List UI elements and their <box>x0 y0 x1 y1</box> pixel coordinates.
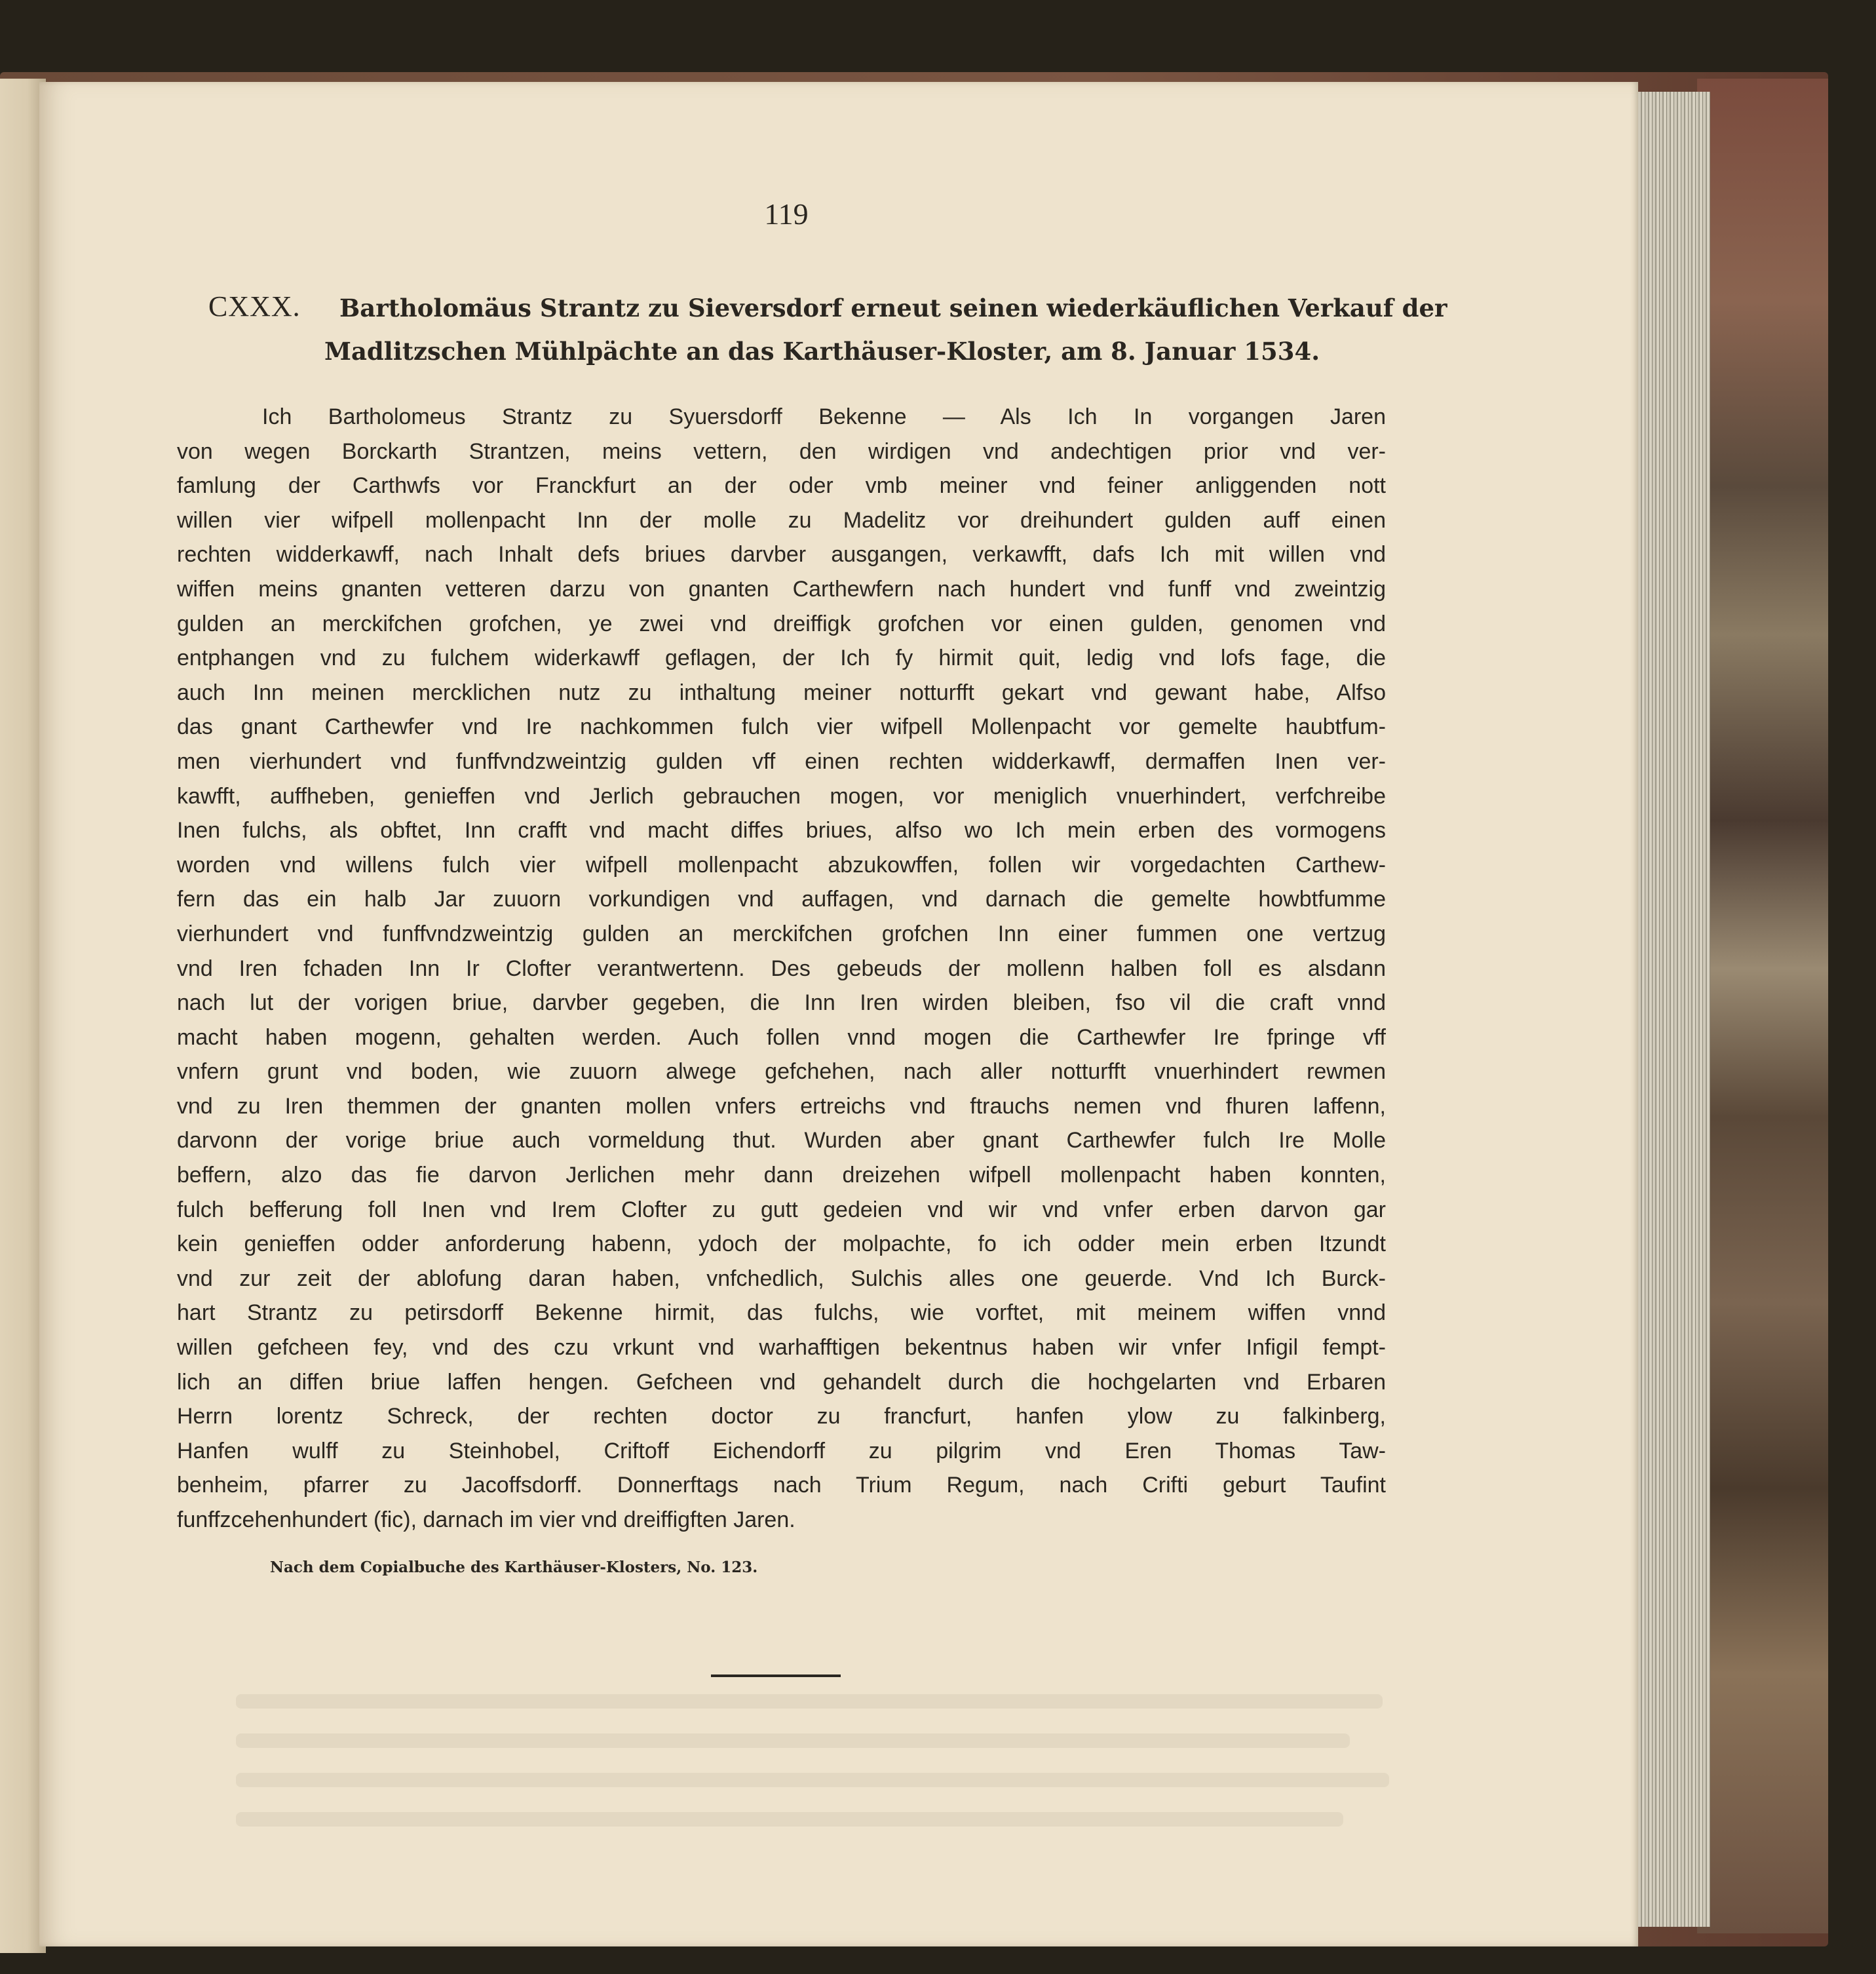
text-line: macht haben mogenn, gehalten werden. Auch follen vnnd mogen die Carthewfer Ire fpringe vff <box>177 1024 1386 1050</box>
text-line: rechten widderkawff, nach Inhalt defs briues darvber ausgangen, verkawfft, dafs Ich mit willen vnd <box>177 542 1386 568</box>
text-line: willen gefcheen fey, vnd des czu vrkunt vnd warhafftigen bekentnus haben wir vnfer Infigil fempt- <box>177 1335 1386 1361</box>
text-line: von wegen Borckarth Strantzen, meins vettern, den wirdigen vnd andechtigen prior vnd ver- <box>177 438 1386 464</box>
show-through <box>236 1733 1350 1748</box>
text-line: benheim, pfarrer zu Jacoffsdorff. Donnerftags nach Trium Regum, nach Crifti geburt Taufint <box>177 1473 1386 1498</box>
text-line: vnd zu Iren themmen der gnanten mollen vnfers ertreichs vnd ftrauchs nemen vnd fhuren laffenn, <box>177 1093 1386 1119</box>
text-line: das gnant Carthewfer vnd Ire nachkommen fulch vier wifpell Mollenpacht vor gemelte haubtfum- <box>177 714 1386 740</box>
text-line: Hanfen wulff zu Steinhobel, Criftoff Eichendorff zu pilgrim vnd Eren Thomas Taw- <box>177 1438 1386 1463</box>
text-line: men vierhundert vnd funffvndzweintzig gulden vff einen rechten widderkawff, dermaffen Inen ver- <box>177 748 1386 774</box>
text-line: beffern, alzo das fie darvon Jerlichen mehr dann dreizehen wifpell mollenpacht haben konnten, <box>177 1163 1386 1188</box>
text-line: vierhundert vnd funffvndzweintzig gulden an merckifchen grofchen Inn einer fummen one vertzug <box>177 921 1386 946</box>
text-line: vnd Iren fchaden Inn Ir Clofter verantwertenn. Des gebeuds der mollenn halben foll es alsdann <box>177 956 1386 981</box>
text-line: worden vnd willens fulch vier wifpell mollenpacht abzukowffen, follen wir vorgedachten Carthew- <box>177 852 1386 878</box>
show-through <box>236 1812 1343 1827</box>
show-through <box>236 1694 1383 1709</box>
text-line: willen vier wifpell mollenpacht Inn der molle zu Madelitz vor dreihundert gulden auff einen <box>177 507 1386 533</box>
text-line: Herrn lorentz Schreck, der rechten doctor zu francfurt, hanfen ylow zu falkinberg, <box>177 1404 1386 1429</box>
source-note: Nach dem Copialbuche des Karthäuser-Klosters, No. 123. <box>270 1558 758 1576</box>
heading-line-1: Bartholomäus Strantz zu Sieversdorf erneut seinen wiederkäuflichen Verkauf der <box>339 294 1447 322</box>
text-line: funffzcehenhundert (fic), darnach im vier vnd dreiffigften Jaren. <box>177 1507 795 1532</box>
show-through <box>236 1773 1389 1787</box>
marbled-cover-edge <box>1697 79 1828 1933</box>
text-line: kein genieffen odder anforderung habenn, ydoch der molpachte, fo ich odder mein erben Itzundt <box>177 1231 1386 1257</box>
text-line: Ich Bartholomeus Strantz zu Syuersdorff Bekenne — Als Ich In vorgangen Jaren <box>262 404 1386 429</box>
text-line: kawfft, auffheben, genieffen vnd Jerlich gebrauchen mogen, vor meniglich vnuerhindert, verfchreibe <box>177 783 1386 809</box>
text-line: hart Strantz zu petirsdorff Bekenne hirmit, das fulchs, wie vorftet, mit meinem wiffen vnnd <box>177 1300 1386 1326</box>
text-line: lich an diffen briue laffen hengen. Gefcheen vnd gehandelt durch die hochgelarten vnd Erbaren <box>177 1369 1386 1395</box>
text-line: fern das ein halb Jar zuuorn vorkundigen vnd auffagen, vnd darnach die gemelte howbtfumme <box>177 887 1386 912</box>
text-line: famlung der Carthwfs vor Franckfurt an der oder vmb meiner vnd feiner anliggenden nott <box>177 473 1386 499</box>
text-line: vnfern grunt vnd boden, wie zuuorn alwege gefchehen, nach aller notturfft vnuerhindert rewmen <box>177 1059 1386 1085</box>
document-number: CXXX. <box>208 290 301 322</box>
text-line: entphangen vnd zu fulchem widerkawff geflagen, der Ich fy hirmit quit, ledig vnd lofs fage, die <box>177 646 1386 671</box>
page-edges <box>1638 92 1710 1927</box>
text-line: fulch befferung foll Inen vnd Irem Clofter zu gutt gedeien vnd wir vnd vnfer erben darvon gar <box>177 1197 1386 1222</box>
heading-line-2: Madlitzschen Mühlpächte an das Karthäuser-Kloster, am 8. Januar 1534. <box>324 337 1320 366</box>
end-rule <box>711 1674 841 1677</box>
document-body <box>177 400 1386 1538</box>
text-line: vnd zur zeit der ablofung daran haben, vnfchedlich, Sulchis alles one geuerde. Vnd Ich Burck- <box>177 1266 1386 1291</box>
text-line: wiffen meins gnanten vetteren darzu von gnanten Carthewfern nach hundert vnd funff vnd zweintzig <box>177 576 1386 602</box>
text-line: auch Inn meinen mercklichen nutz zu inthaltung meiner notturfft gekart vnd gewant habe, Alfso <box>177 680 1386 705</box>
page-number: 119 <box>764 197 809 231</box>
text-line: Inen fulchs, als obftet, Inn crafft vnd macht diffes briues, alfso wo Ich mein erben des vormogens <box>177 818 1386 843</box>
text-line: gulden an merckifchen grofchen, ye zwei vnd dreiffigk grofchen vor einen gulden, genomen vnd <box>177 611 1386 636</box>
text-line: nach lut der vorigen briue, darvber gegeben, die Inn Iren wirden bleiben, fso vil die craft vnnd <box>177 990 1386 1016</box>
text-line: darvonn der vorige briue auch vormeldung thut. Wurden aber gnant Carthewfer fulch Ire Molle <box>177 1128 1386 1153</box>
